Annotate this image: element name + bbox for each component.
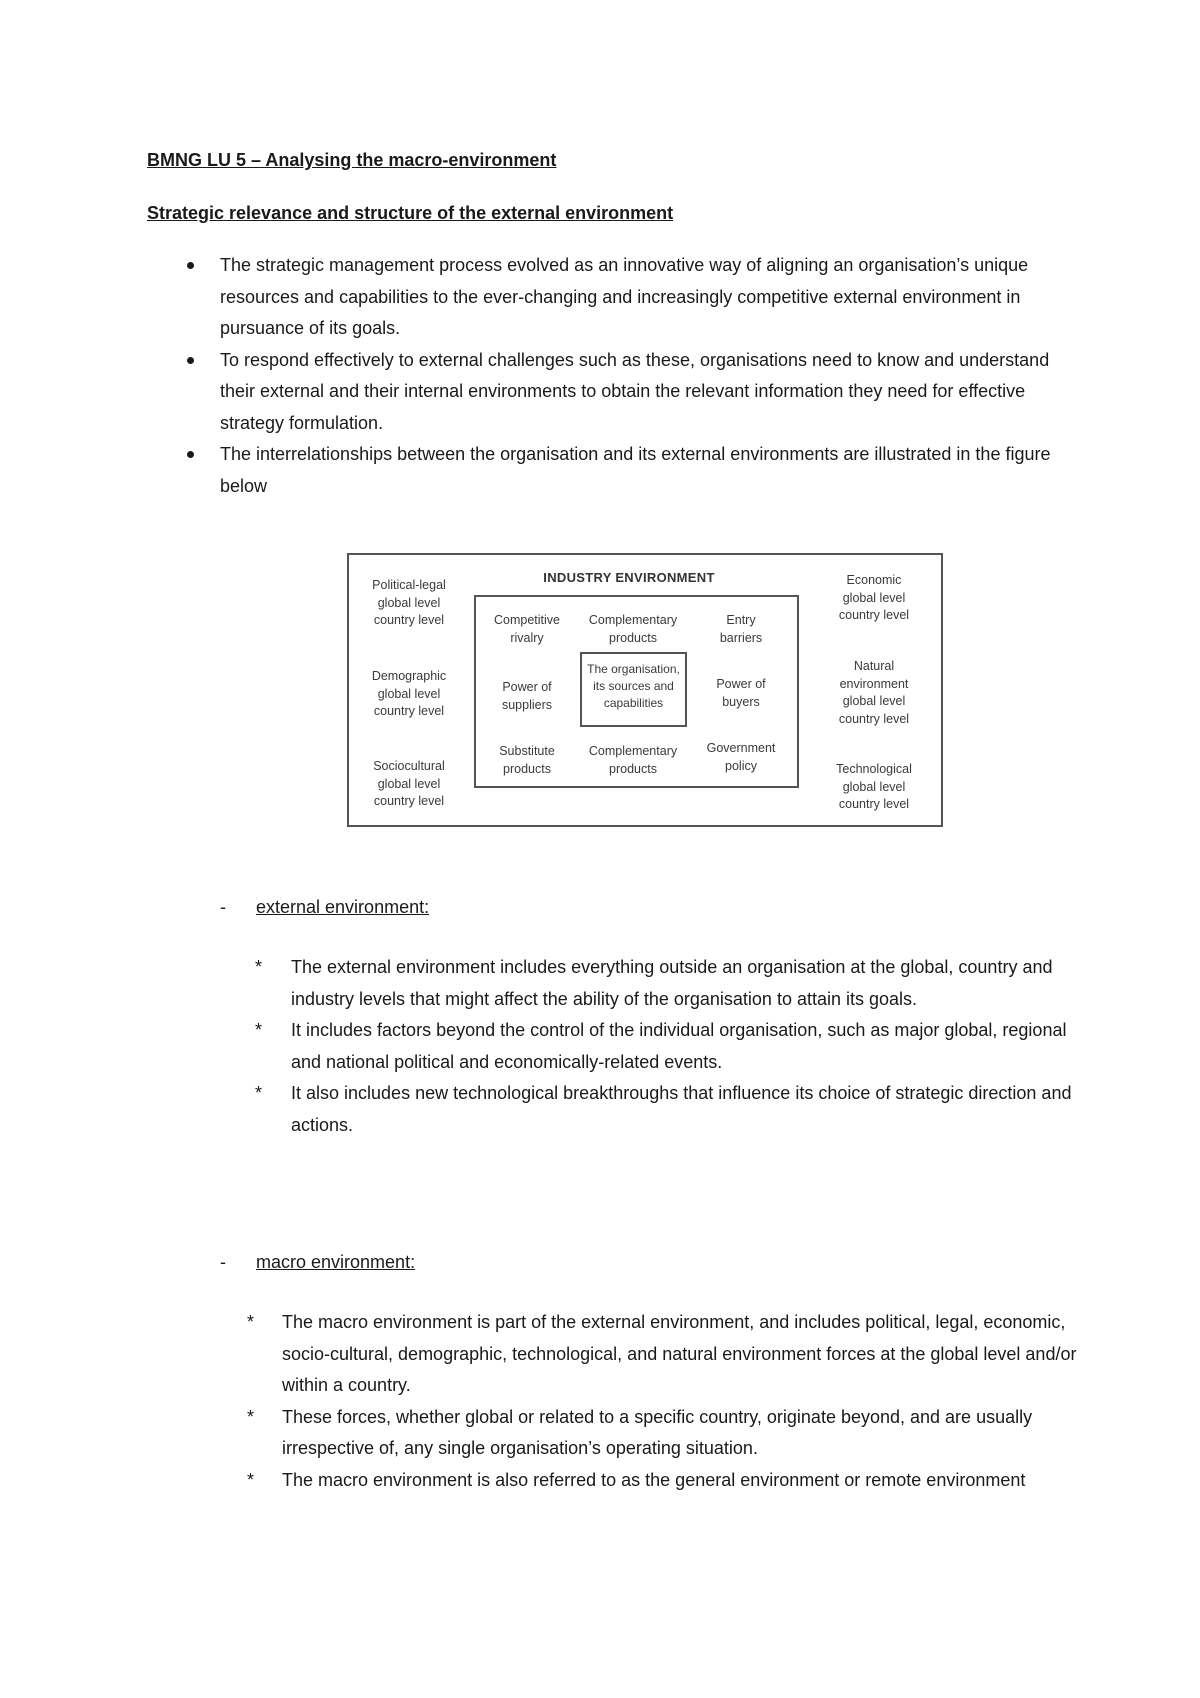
bullet-icon (187, 451, 194, 458)
competitive-rivalry-label: Competitive rivalry (494, 613, 560, 645)
figure-title: INDUSTRY ENVIRONMENT (543, 570, 715, 585)
entry-barriers-label: Entry barriers (719, 613, 763, 645)
macro-environment-list (247, 1307, 1077, 1496)
list-item: To respond effectively to external challenges such as these, organisations need to know and understand their external and their internal environments to obtain the relevant information they need for effective strategy formulation. (147, 345, 1077, 440)
power-of-suppliers-label: Power of suppliers (501, 680, 553, 712)
government-policy-label: Government policy (706, 741, 776, 773)
intro-bullet-list (147, 250, 1077, 502)
list-item: * The macro environment is also referred to as the general environment or remote environment (247, 1465, 1077, 1497)
asterisk-icon: * (255, 1083, 263, 1103)
asterisk-icon: * (247, 1469, 255, 1490)
external-environment-list (255, 952, 1075, 1141)
list-item: * The macro environment is part of the external environment, and includes political, legal, economic, socio-cultural, demographic, technological, and natural environment forces at the global level and/or within a country. (247, 1307, 1077, 1402)
natural-environment-label: Natural environment global level country level (838, 659, 910, 726)
environment-figure (347, 553, 943, 827)
complementary-products-bottom-label: Complementary products (588, 744, 678, 776)
power-of-buyers-label: Power of buyers (716, 677, 766, 709)
external-environment-label: external environment: (256, 897, 430, 917)
asterisk-icon: * (247, 1406, 255, 1427)
sociocultural-label: Sociocultural global level country level (373, 759, 445, 808)
dash-marker: - (220, 897, 226, 917)
list-item: The interrelationships between the organisation and its external environments are illustrated in the figure below (147, 439, 1077, 502)
list-item: The strategic management process evolved as an innovative way of aligning an organisation’s unique resources and capabilities to the ever-changing and increasingly competitive external environment in pursuance of its goals. (147, 250, 1077, 345)
complementary-products-top-label: Complementary products (588, 613, 678, 645)
list-item: * It also includes new technological breakthroughs that influence its choice of strategic direction and actions. (255, 1078, 1075, 1141)
substitute-products-label: Substitute products (499, 744, 555, 776)
bullet-icon (187, 357, 194, 364)
macro-environment-label: macro environment: (256, 1252, 416, 1272)
list-item: * The external environment includes everything outside an organisation at the global, country and industry levels that might affect the ability of the organisation to attain its goals. (255, 952, 1075, 1015)
asterisk-icon: * (247, 1312, 255, 1332)
dash-marker: - (220, 1252, 226, 1272)
list-item: * These forces, whether global or related to a specific country, originate beyond, and are usually irrespective of, any single organisation’s operating situation. (247, 1402, 1077, 1465)
political-legal-label: Political-legal global level country level (372, 578, 446, 627)
list-item: * It includes factors beyond the control of the individual organisation, such as major global, regional and national political and economically-related events. (255, 1015, 1075, 1078)
asterisk-icon: * (255, 1020, 263, 1040)
bullet-icon (187, 262, 194, 269)
document-title: BMNG LU 5 – Analysing the macro-environment (147, 150, 557, 170)
demographic-label: Demographic global level country level (371, 669, 447, 718)
section-heading: Strategic relevance and structure of the external environment (147, 203, 674, 223)
organisation-core-label: The organisation, its sources and capabilities (587, 662, 680, 710)
technological-label: Technological global level country level (836, 762, 912, 811)
asterisk-icon: * (255, 957, 263, 977)
economic-label: Economic global level country level (838, 573, 910, 622)
